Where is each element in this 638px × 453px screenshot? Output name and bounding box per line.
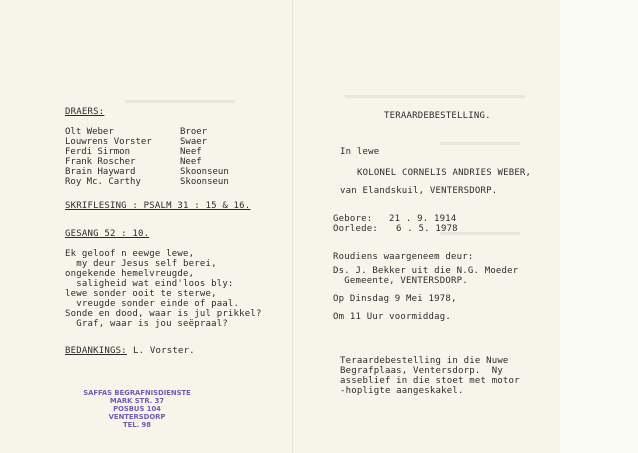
funeral-service-stamp — [82, 389, 192, 429]
deceased-place: van Elandskuil, VENTERSDORP. — [340, 186, 498, 196]
hymn-line: ongekende hemelvreugde, — [65, 269, 195, 279]
hymn-line: my deur Jesus self berei, — [65, 259, 217, 269]
hymn-line: saligheid wat eind'loos bly: — [65, 279, 234, 289]
bleed-through — [345, 95, 525, 98]
thanks-name: L. Vorster. — [133, 346, 195, 356]
pallbearer-name: Ferdi Sirmon — [65, 147, 131, 157]
scripture-reading: SKRIFLESING : PSALM 31 : 15 & 16. — [65, 201, 251, 211]
pallbearer-name: Roy Mc. Carthy — [65, 177, 141, 187]
page-edge — [560, 0, 638, 453]
burial-note-line: Teraardebestelling in die Nuwe — [340, 356, 509, 366]
minister-line: Gemeente, VENTERSDORP. — [333, 276, 468, 286]
born-date: 21 . 9. 1914 — [389, 214, 457, 224]
pallbearer-name: Louwrens Vorster — [65, 137, 152, 147]
hymn-line: Graf, waar is jou seëpraal? — [65, 319, 228, 329]
pallbearer-name: Frank Roscher — [65, 157, 136, 167]
born-label: Gebore: — [333, 214, 373, 224]
burial-note-line: asseblief in die stoet met motor — [340, 376, 520, 386]
pallbearer-relation: Skoonseun — [180, 167, 229, 177]
minister-line: Ds. J. Bekker uit die N.G. Moeder — [333, 266, 519, 276]
hymn-line: lewe sonder ooit te sterwe, — [65, 289, 217, 299]
pallbearer-relation: Swaer — [180, 137, 208, 147]
deceased-name: KOLONEL CORNELIS ANDRIES WEBER, — [357, 168, 532, 178]
hymn-line: Sonde en dood, waar is jul prikkel? — [65, 309, 262, 319]
pallbearer-relation: Neef — [180, 147, 202, 157]
hymn-line: Ek geloof n eewge lewe, — [65, 249, 195, 259]
stamp-line: SAFFAS BEGRAFNISDIENSTE — [83, 389, 191, 397]
fold-line — [292, 0, 293, 453]
draers-heading: DRAERS: — [65, 107, 105, 117]
thanks-label: BEDANKINGS: — [65, 346, 127, 356]
pallbearer-name: Brain Hayward — [65, 167, 136, 177]
bleed-through — [125, 100, 235, 103]
bleed-through — [440, 142, 520, 145]
pallbearer-relation: Skoonseun — [180, 177, 229, 187]
service-led-by-label: Roudiens waargeneem deur: — [333, 252, 474, 262]
page-title: TERAARDEBESTELLING. — [384, 111, 491, 121]
stamp-line: MARK STR. 37 — [109, 397, 165, 405]
burial-note-line: -hopligte aangeskakel. — [340, 386, 464, 396]
pallbearer-relation: Neef — [180, 157, 202, 167]
service-time: Om 11 Uur voormiddag. — [333, 312, 451, 322]
hymn-heading: GESANG 52 : 10. — [65, 229, 150, 239]
pallbearer-name: Olt Weber — [65, 127, 114, 137]
service-date: Op Dinsdag 9 Mei 1978, — [333, 294, 457, 304]
burial-note-line: Begrafplaas, Ventersdorp. Ny — [340, 366, 503, 376]
hymn-line: vreugde sonder einde of paal. — [65, 299, 240, 309]
stamp-line: TEL. 98 — [122, 421, 152, 429]
in-memory-label: In lewe — [340, 147, 380, 157]
pallbearer-relation: Broer — [180, 127, 208, 137]
died-label: Oorlede: — [333, 224, 378, 234]
stamp-line: VENTERSDORP — [108, 413, 166, 421]
died-date: 6 . 5. 1978 — [396, 224, 458, 234]
stamp-line: POSBUS 104 — [113, 405, 161, 413]
